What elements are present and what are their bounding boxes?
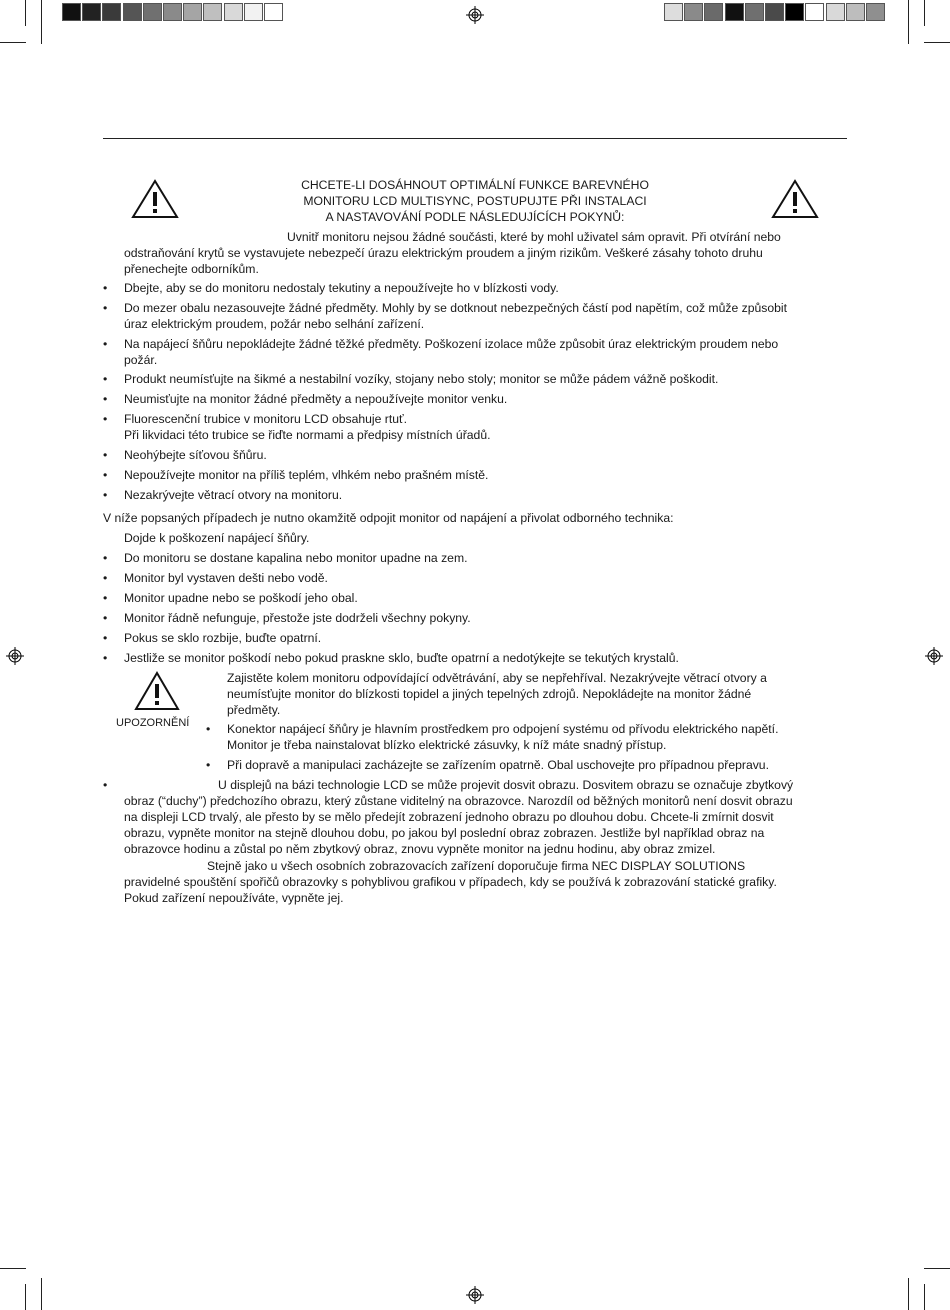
safety-item: Nepoužívejte monitor na příliš teplém, vlhkém nebo prašném místě. — [124, 468, 489, 482]
color-swatch — [785, 3, 804, 21]
color-swatch — [163, 3, 182, 21]
color-swatch — [745, 3, 764, 21]
bullet-marker: • — [103, 591, 108, 605]
note-line: Stejně jako u všech osobních zobrazovacích zařízení doporučuje firma NEC DISPLAY SOLUTIONS — [207, 859, 746, 873]
bullet-marker: • — [103, 412, 108, 426]
disconnect-item: Jestliže se monitor poškodí nebo pokud praskne sklo, buďte opatrní a nedotýkejte se tekutých krystalů. — [124, 651, 679, 665]
registration-mark-bottom — [466, 1286, 484, 1304]
safety-item: Dbejte, aby se do monitoru nedostaly tekutiny a nepoužívejte ho v blízkosti vody. — [124, 281, 559, 295]
bullet-marker: • — [103, 611, 108, 625]
caution-label: UPOZORNĚNÍ — [116, 717, 190, 729]
safety-item: Při likvidaci této trubice se řiďte normami a předpisy místních úřadů. — [124, 428, 491, 442]
intro-line: odstraňování krytů se vystavujete nebezpečí úrazu elektrickým proudem a jiným rizikům. Veškeré zásahy tohoto druhu — [124, 246, 763, 260]
persistence-line: obrazovce hodinu a zůstal po něm zbytkový obraz, znovu vypněte monitor na jednu hodinu, aby obraz zmizel. — [124, 842, 716, 856]
bullet-marker: • — [103, 337, 108, 351]
bullet-marker: • — [103, 448, 108, 462]
safety-item: Fluorescenční trubice v monitoru LCD obsahuje rtuť. — [124, 412, 407, 426]
bullet-marker: • — [103, 631, 108, 645]
color-swatch — [82, 3, 101, 21]
caution-line: Zajistěte kolem monitoru odpovídající odvětrávání, aby se nepřehříval. Nezakrývejte větrací otvory a — [227, 671, 767, 685]
bullet-marker: • — [103, 301, 108, 315]
persistence-line: U displejů na bázi technologie LCD se může projevit dosvit obrazu. Dosvitem obrazu se označuje zbytkový — [218, 778, 794, 792]
caution-icon — [134, 671, 180, 711]
color-swatch — [826, 3, 845, 21]
note-line: pravidelné spouštění spořičů obrazovky s pohyblivou grafikou v případech, kdy se používá k zobrazování statické grafiky. — [124, 875, 777, 889]
caution-line: předměty. — [227, 703, 281, 717]
heading-line: MONITORU LCD MULTISYNC, POSTUPUJTE PŘI INSTALACI — [303, 194, 647, 208]
warning-right-icon — [771, 179, 819, 219]
disconnect-first-item: Dojde k poškození napájecí šňůry. — [124, 531, 310, 545]
color-swatch — [846, 3, 865, 21]
color-swatch — [765, 3, 784, 21]
registration-mark-top — [466, 6, 484, 24]
color-swatch — [664, 3, 683, 21]
bullet-marker: • — [103, 488, 108, 502]
bullet-marker: • — [103, 281, 108, 295]
registration-mark-right — [925, 647, 943, 665]
bullet-marker: • — [103, 372, 108, 386]
safety-item: Nezakrývejte větrací otvory na monitoru. — [124, 488, 343, 502]
disconnect-item: Do monitoru se dostane kapalina nebo monitor upadne na zem. — [124, 551, 468, 565]
color-swatch — [725, 3, 744, 21]
bullet-marker: • — [103, 468, 108, 482]
safety-item: Do mezer obalu nezasouvejte žádné předměty. Mohly by se dotknout nebezpečných částí pod napětím, což může způsobit — [124, 301, 788, 315]
registration-mark-left — [6, 647, 24, 665]
intro-line: přenechejte odborníkům. — [124, 262, 259, 276]
persistence-line: na displeji LCD trvalý, ale přesto by se mělo předejít zobrazení jednoho obrazu po dlouhou dobu. Chcete-li zmírnit dosvit — [124, 810, 774, 824]
heading-line: CHCETE-LI DOSÁHNOUT OPTIMÁLNÍ FUNKCE BAREVNÉHO — [301, 178, 649, 192]
color-swatch — [264, 3, 283, 21]
color-swatch — [224, 3, 243, 21]
persistence-line: obraz (“duchy”) předchozího obrazu, který zůstane viditelný na obrazovce. Narozdíl od běžných monitorů není dosvit obrazu — [124, 794, 793, 808]
persistence-line: obrazu, vypněte monitor na stejně dlouhou dobu, po jakou byl poslední obraz zobrazen. Jestliže byl například obraz na — [124, 826, 765, 840]
disconnect-item: Monitor byl vystaven dešti nebo vodě. — [124, 571, 328, 585]
caution-item: Při dopravě a manipulaci zacházejte se zařízením opatrně. Obal uschovejte pro případnou přepravu. — [227, 758, 769, 772]
safety-item: Neohýbejte síťovou šňůru. — [124, 448, 267, 462]
color-swatch — [143, 3, 162, 21]
color-swatch — [123, 3, 142, 21]
safety-item: Neumisťujte na monitor žádné předměty a nepoužívejte monitor venku. — [124, 392, 508, 406]
color-swatch — [805, 3, 824, 21]
bullet-marker: • — [206, 758, 211, 772]
color-swatch — [704, 3, 723, 21]
safety-item: Na napájecí šňůru nepokládejte žádné těžké předměty. Poškození izolace může způsobit úraz elektrickým proudem nebo — [124, 337, 779, 351]
bullet-marker: • — [103, 571, 108, 585]
caution-line: neumísťujte monitor do blízkosti topidel a jiných tepelných zdrojů. Nepokládejte na monitor žádné — [227, 687, 752, 701]
note-line: Pokud zařízení nepoužíváte, vypněte jej. — [124, 891, 344, 905]
disconnect-item: Monitor řádně nefunguje, přestože jste dodrželi všechny pokyny. — [124, 611, 471, 625]
disconnect-intro: V níže popsaných případech je nutno okamžitě odpojit monitor od napájení a přivolat odborného technika: — [103, 511, 674, 525]
bullet-marker: • — [103, 551, 108, 565]
disconnect-item: Monitor upadne nebo se poškodí jeho obal. — [124, 591, 358, 605]
bullet-marker: • — [206, 722, 211, 736]
bullet-marker: • — [103, 651, 108, 665]
color-swatch — [183, 3, 202, 21]
intro-line: Uvnitř monitoru nejsou žádné součásti, které by mohl uživatel sám opravit. Při otvírání nebo — [287, 230, 781, 244]
disconnect-item: Pokus se sklo rozbije, buďte opatrní. — [124, 631, 322, 645]
caution-item: Konektor napájecí šňůry je hlavním prostředkem pro odpojení systému od přívodu elektrického napětí. — [227, 722, 779, 736]
safety-item: požár. — [124, 353, 158, 367]
safety-item: Produkt neumísťujte na šikmé a nestabilní vozíky, stojany nebo stoly; monitor se může pádem vážně poškodit. — [124, 372, 719, 386]
bullet-marker: • — [103, 778, 108, 792]
color-swatch — [684, 3, 703, 21]
heading-line: A NASTAVOVÁNÍ PODLE NÁSLEDUJÍCÍCH POKYNŮ: — [325, 210, 625, 224]
color-swatch — [102, 3, 121, 21]
color-swatch — [62, 3, 81, 21]
color-swatch — [866, 3, 885, 21]
caution-item: Monitor je třeba nainstalovat blízko elektrické zásuvky, k níž máte snadný přístup. — [227, 738, 667, 752]
color-swatch — [203, 3, 222, 21]
bullet-marker: • — [103, 392, 108, 406]
color-swatch — [244, 3, 263, 21]
safety-item: úraz elektrickým proudem, požár nebo selhání zařízení. — [124, 317, 425, 331]
top-rule — [103, 138, 847, 139]
warning-left-icon — [131, 179, 179, 219]
